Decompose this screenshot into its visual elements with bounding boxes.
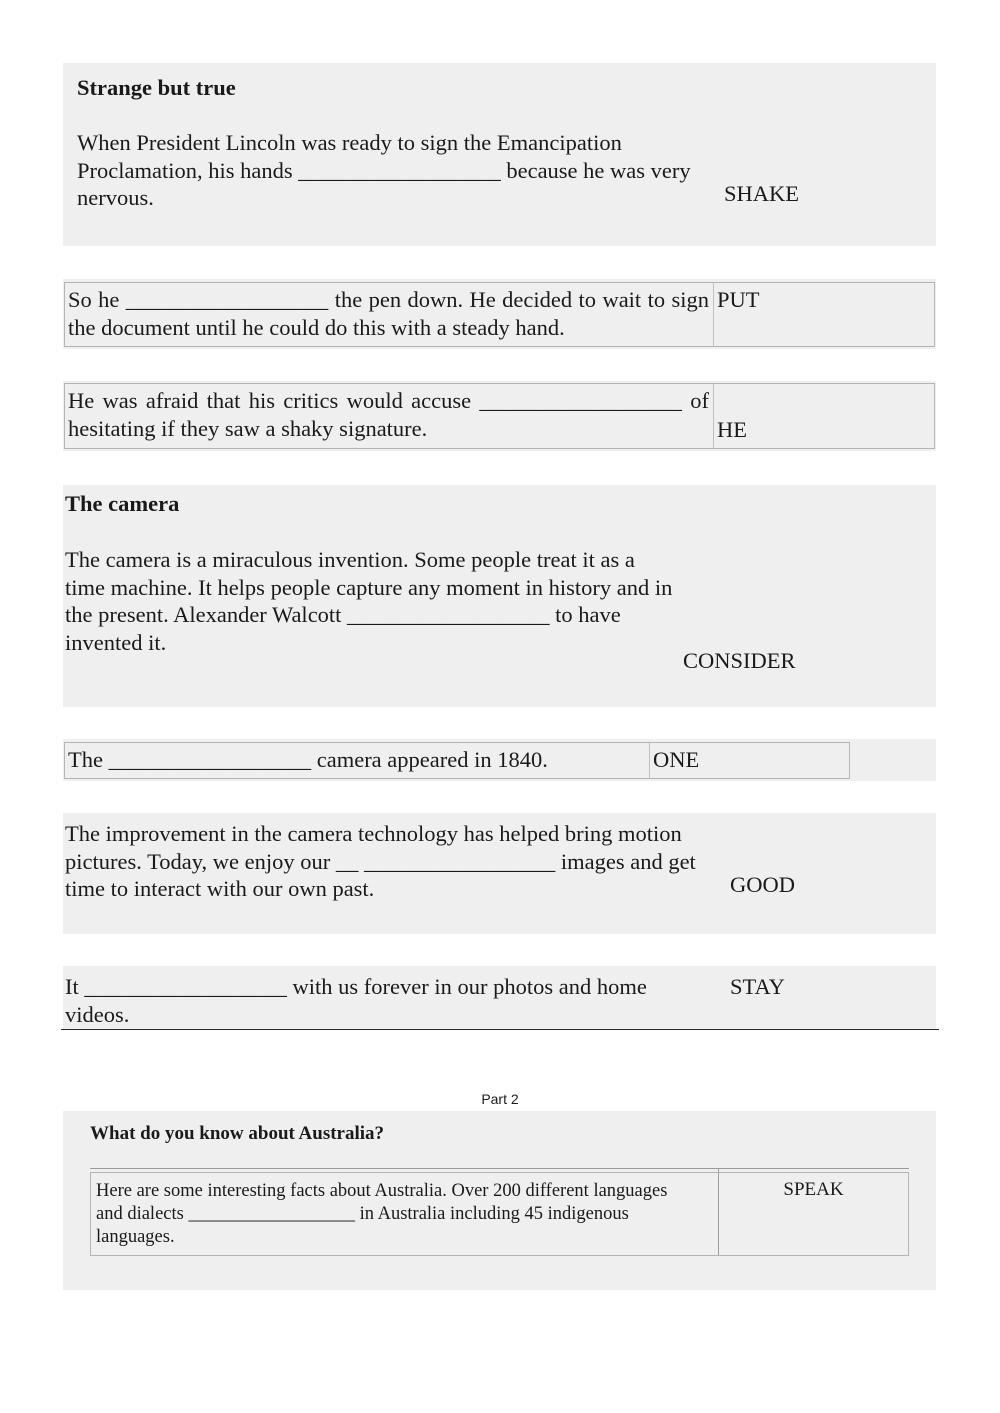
answer-word-one: ONE bbox=[653, 747, 700, 772]
row-one-divider bbox=[649, 743, 650, 778]
sentence-put: So he __________________ the pen down. He decided to wait to sign the document until he could do this with a steady hand. bbox=[68, 287, 709, 340]
section-title-strange: Strange but true bbox=[77, 75, 236, 100]
answer-word-good: GOOD bbox=[730, 872, 795, 897]
answer-word-speak: SPEAK bbox=[783, 1179, 844, 1200]
answer-word-shake: SHAKE bbox=[724, 181, 800, 206]
sentence-he: He was afraid that his critics would accuse __________________ of hesitating if they saw a shaky signature. bbox=[68, 388, 709, 441]
answer-word-stay: STAY bbox=[730, 974, 785, 999]
section-title-camera: The camera bbox=[65, 491, 180, 516]
section-divider-line bbox=[61, 1029, 939, 1030]
row-put-divider bbox=[713, 283, 714, 346]
answer-word-he: HE bbox=[717, 417, 747, 442]
row-he-divider bbox=[713, 384, 714, 448]
answer-word-put: PUT bbox=[717, 287, 760, 312]
section-title-australia: What do you know about Australia? bbox=[90, 1123, 385, 1144]
answer-word-consider: CONSIDER bbox=[683, 648, 796, 673]
sentence-good: The improvement in the camera technology has helped bring motion pictures. Today, we enjoy our __ _________________ images and get time to interact with our own past. bbox=[65, 821, 696, 901]
australia-table-top-line bbox=[90, 1168, 909, 1169]
part-label: Part 2 bbox=[481, 1091, 519, 1107]
sentence-one: The __________________ camera appeared in 1840. bbox=[68, 747, 548, 772]
sentence-speak: Here are some interesting facts about Australia. Over 200 different languages and dialects __________________ in Australia including 45 indigenous languages. bbox=[96, 1181, 668, 1247]
sentence-stay: It __________________ with us forever in our photos and home videos. bbox=[65, 974, 647, 1027]
paragraph-lincoln: When President Lincoln was ready to sign the Emancipation Proclamation, his hands __________________ because he was very nervous. bbox=[77, 130, 691, 210]
paragraph-camera: The camera is a miraculous invention. Some people treat it as a time machine. It helps people capture any moment in history and in the present. Alexander Walcott __________________ to have invented it. bbox=[65, 547, 673, 655]
